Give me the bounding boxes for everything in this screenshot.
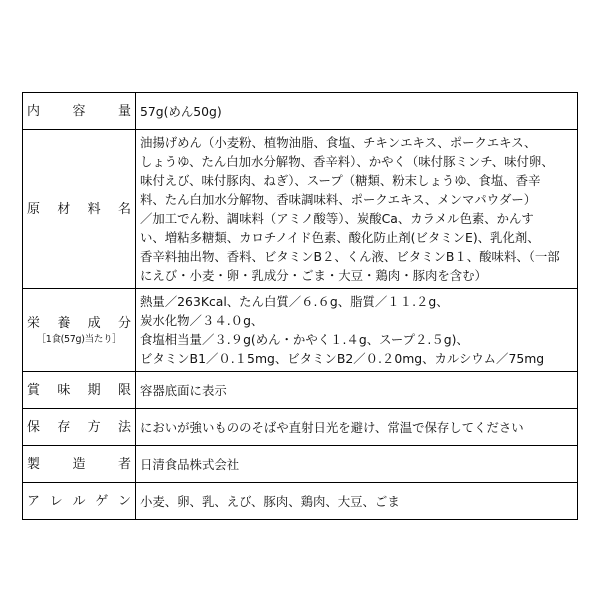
row-label-char: 造: [72, 456, 86, 472]
row-value-line: 料、たん白加水分解物、香味調味料、ポークエキス、メンマパウダー）: [140, 192, 537, 207]
row-label-char: 栄: [27, 316, 41, 331]
food-label-table: [22, 92, 578, 520]
label-row: [23, 409, 578, 446]
row-value-line: においが強いもののそばや直射日光を避け、常温で保存してください: [140, 419, 524, 435]
row-label: [27, 455, 131, 474]
row-label: [27, 314, 131, 333]
row-value-line: 油揚げめん（小麦粉、植物油脂、食塩、チキンエキス、ポークエキス、: [140, 135, 537, 150]
row-value-cell: [136, 289, 578, 372]
label-row: [23, 289, 578, 372]
row-value-cell: [136, 483, 578, 520]
row-value-line: 熱量／263Kcal、たん白質／６.６g、脂質／１１.２g、: [140, 294, 449, 309]
row-label-char: 料: [87, 201, 101, 217]
row-label: [27, 200, 131, 219]
row-value-line: ビタミンB1／０.１5mg、ビタミンB2／０.２0mg、カルシウム／75mg: [140, 351, 545, 366]
row-value-line: ／加工でん粉、調味料（アミノ酸等）、炭酸Ca、カラメル色素、かんす: [140, 211, 534, 226]
row-label-cell: [23, 409, 136, 446]
label-row: [23, 130, 578, 289]
row-value-cell: [136, 446, 578, 483]
row-value-line: 57g(めん50g): [140, 103, 222, 119]
row-label-cell: [23, 483, 136, 520]
row-label-char: 者: [117, 456, 131, 472]
row-value-line: 小麦、卵、乳、えび、豚肉、鶏肉、大豆、ごま: [140, 493, 400, 509]
row-label-cell: [23, 93, 136, 130]
row-label-char: ン: [117, 493, 131, 509]
row-label-cell: [23, 446, 136, 483]
label-rows: [23, 93, 578, 520]
row-label-char: 方: [87, 419, 101, 435]
row-label-char: 養: [57, 316, 71, 331]
row-value-line: 炭水化物／３４.０g、: [140, 313, 264, 328]
row-value-cell: [136, 130, 578, 289]
row-label-char: 味: [57, 382, 71, 398]
row-label-char: 法: [117, 419, 131, 435]
label-row: [23, 483, 578, 520]
row-sublabel: ［1食(57g)当たり］: [36, 334, 122, 345]
row-label-char: レ: [49, 493, 63, 509]
row-label-char: 期: [87, 382, 101, 398]
row-value-line: しょうゆ、たん白加水分解物、香辛料）、かやく（味付豚ミンチ、味付卵、: [140, 154, 554, 169]
row-label-char: 限: [117, 382, 131, 398]
row-value-cell: [136, 409, 578, 446]
row-label-char: 名: [117, 201, 131, 217]
row-label: [27, 418, 131, 437]
row-label-char: 保: [27, 419, 41, 435]
row-label-char: ル: [72, 493, 86, 509]
row-label-char: 原: [27, 201, 41, 217]
label-row: [23, 93, 578, 130]
row-value-line: 香辛料抽出物、香料、ビタミンB２、くん液、ビタミンB１、酸味料、（一部: [140, 249, 560, 264]
row-value-cell: [136, 372, 578, 409]
row-label-char: 容: [72, 103, 86, 119]
row-label-char: 成: [87, 316, 101, 331]
label-row: [23, 372, 578, 409]
row-label: [27, 102, 131, 121]
row-label-char: 製: [27, 456, 41, 472]
row-label-char: 内: [27, 103, 41, 119]
row-value-line: 味付えび、味付豚肉、ねぎ）、スープ（糖類、粉末しょうゆ、食塩、香辛: [140, 173, 541, 188]
row-value-line: い、増粘多糖類、カロチノイド色素、酸化防止剤(ビタミンE)、乳化剤、: [140, 230, 540, 245]
row-label-char: 賞: [27, 382, 41, 398]
row-label-char: 材: [57, 201, 71, 217]
product-info-sheet: [22, 92, 578, 520]
row-label-cell: [23, 289, 136, 372]
row-label-cell: [23, 130, 136, 289]
row-label-char: 分: [117, 316, 131, 331]
row-value-line: 食塩相当量／３.９g(めん・かやく１.４g、スープ２.５g)、: [140, 332, 469, 347]
row-value-cell: [136, 93, 578, 130]
row-value-line: にえび・小麦・卵・乳成分・ごま・大豆・鶏肉・豚肉を含む）: [140, 268, 487, 283]
label-row: [23, 446, 578, 483]
row-label-cell: [23, 372, 136, 409]
row-label-char: 存: [57, 419, 71, 435]
row-label-char: ゲ: [95, 493, 109, 509]
row-value-line: 日清食品株式会社: [140, 456, 240, 472]
row-label: [27, 381, 131, 400]
row-label: [27, 492, 131, 511]
row-label-char: 量: [117, 103, 131, 119]
row-value-line: 容器底面に表示: [140, 382, 227, 398]
row-label-char: ア: [27, 493, 41, 509]
